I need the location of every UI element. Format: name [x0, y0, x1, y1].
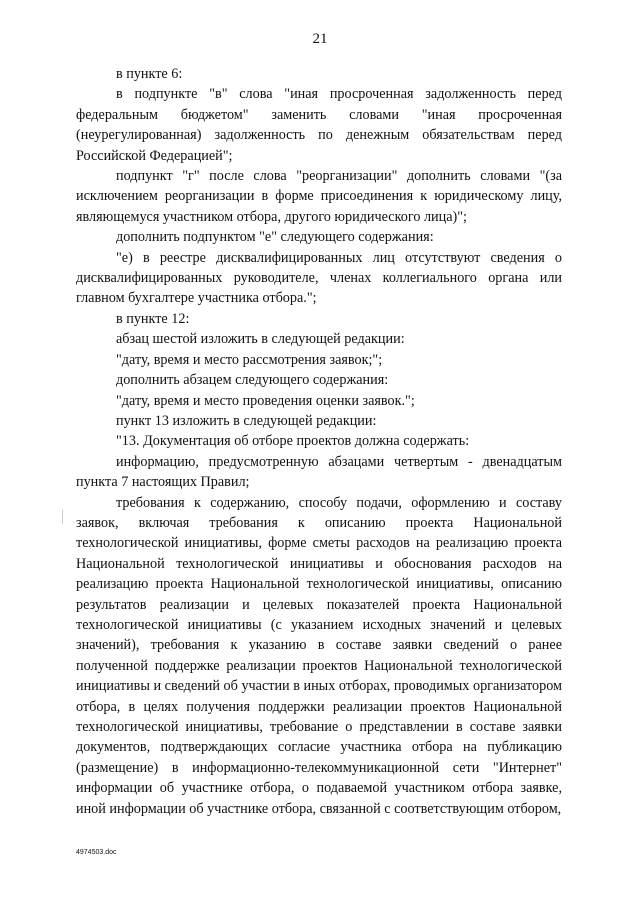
page-number: 21 — [312, 31, 328, 47]
document-footer: 4974503.doc — [76, 849, 117, 856]
paragraph-3: подпункт "г" после слова "реорганизации" дополнить словами "(за исключением реорганизации в форме присоединения к юридическому лицу, являющемуся участником отбора, другого юридического лица)"; — [76, 168, 562, 225]
paragraph-9: дополнить абзацем следующего содержания: — [116, 372, 389, 389]
paragraph-6: в пункте 12: — [116, 310, 190, 327]
paragraph-4: дополнить подпунктом "е" следующего содержания: — [116, 229, 434, 246]
paragraph-13: информацию, предусмотренную абзацами четвертым - двенадцатым пункта 7 настоящих Правил; — [76, 453, 562, 491]
paragraph-11: пункт 13 изложить в следующей редакции: — [116, 412, 377, 429]
paragraph-14: требования к содержанию, способу подачи, оформлению и составу заявок, включая требования к описанию проекта Национальной технологической инициативы, форме сметы расходов на реализацию проекта Национальной технологической инициативы и обоснования расходов на реализацию проекта Национальной технологической инициативы, описанию результатов реализации и целевых показателей проекта Национальной технологической инициативы (с указанием исходных значений и целевых значений), требования к указанию в составе заявки сведений о ранее полученной поддержке реализации проектов Национальной технологической инициативы и сведений об участии в иных отборах, проводимых организатором отбора, в целях получения поддержки реализации проектов Национальной технологической инициативы, требование о представлении в составе заявки документов, подтверждающих согласие участника отбора на публикацию (размещение) в информационно-телекоммуникационной сети "Интернет" информации об участнике отбора, о подаваемой участником отбора заявке, иной информации об участнике отбора, связанной с соответствующим отбором, — [76, 494, 562, 817]
paragraph-5: "е) в реестре дисквалифицированных лиц отсутствуют сведения о дисквалифицированных руководителе, членах коллегиального органа или главном бухгалтере участника отбора."; — [76, 249, 562, 307]
paragraph-8: "дату, время и место рассмотрения заявок;"; — [116, 351, 383, 368]
paragraph-2: в подпункте "в" слова "иная просроченная задолженность перед федеральным бюджетом" заменить словами "иная просроченная (неурегулированная) задолженность по денежным обязательствам перед Российской Федерацией"; — [76, 86, 562, 164]
margin-mark — [62, 510, 63, 524]
document-body — [76, 64, 562, 819]
paragraph-7: абзац шестой изложить в следующей редакции: — [116, 331, 405, 348]
paragraph-12: "13. Документация об отборе проектов должна содержать: — [116, 433, 470, 450]
paragraph-10: "дату, время и место проведения оценки заявок."; — [116, 392, 415, 409]
paragraph-1: в пункте 6: — [116, 66, 183, 82]
